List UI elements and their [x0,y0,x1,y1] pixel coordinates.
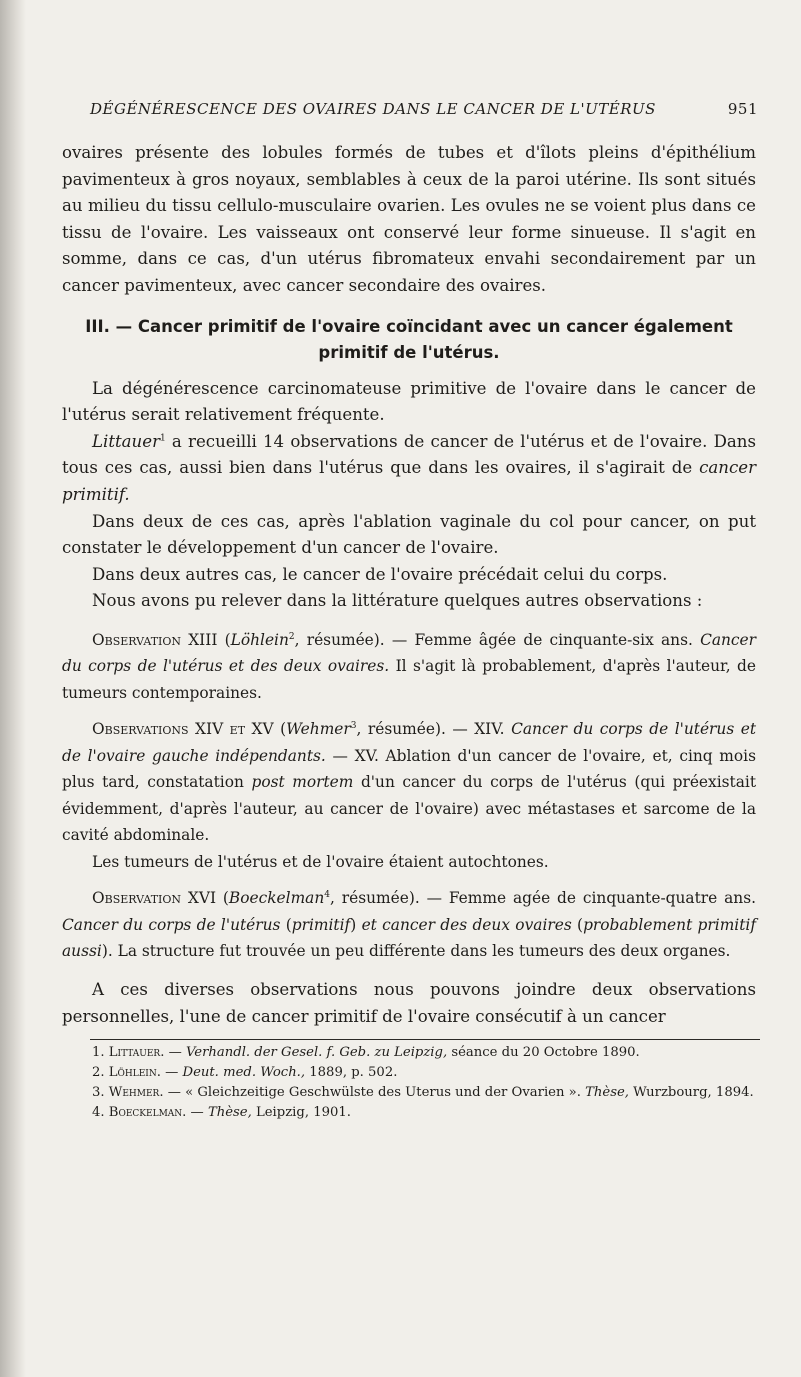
footnote-ref-1: 1 [160,433,166,444]
paragraph-literature: Nous avons pu relever dans la littérature quelques autres observations : [92,591,703,611]
observation-14-15: Observations XIV et XV (Wehmer$^3$, résumée). — XIV. Cancer du corps de l'utérus et de l'ovaire gauche indépendants. — XV. Ablation d'un cancer de l'ovaire, et, cinq mois plus tard, constatation post mortem d'un cancer du corps de l'utérus (qui préexistait évidemment, d'après l'auteur, au cancer de l'ovaire) avec métastases et sarcome de la cavité abdominale. [62,720,756,845]
paragraph-ablation: Dans deux de ces cas, après l'ablation vaginale du col pour cancer, on put constater le développement d'un cancer de l'ovaire. [62,511,756,558]
page-binding-shadow [0,0,26,1377]
footnote-4: 4. Boeckelman. — Thèse, Leipzig, 1901. [92,1105,351,1120]
footnote-2: 2. Löhlein. — Deut. med. Woch., 1889, p. 502. [92,1065,398,1080]
observation-14-15-note: Les tumeurs de l'utérus et de l'ovaire étaient autochtones. [92,852,549,871]
observation-13: Observation XIII (Löhlein$^2$, résumée). — Femme âgée de cinquante-six ans. Cancer du corps de l'utérus et des deux ovaires. Il s'agit là probablement, d'après l'auteur, de tumeurs contemporaines. [62,630,757,702]
paragraph-intro: La dégénérescence carcinomateuse primitive de l'ovaire dans le cancer de l'utérus serait relativement fréquente. [62,378,756,425]
footnotes [62,1043,756,1123]
footnote-ref-2: 2 [288,631,295,642]
observation-16: Observation XVI (Boeckelman$^4$, résumée). — Femme agée de cinquante-quatre ans. Cancer du corps de l'utérus (primitif) et cancer des deux ovaires (probablement primitif aussi). La structure fut trouvée un peu différente dans les tumeurs des deux organes. [62,889,757,961]
running-title: DÉGÉNÉRESCENCE DES OVAIRES DANS LE CANCER DE L'UTÉRUS [90,100,656,118]
body-text [62,140,756,1030]
author-littauer: Littauer [92,431,160,451]
paragraph-littauer: Littauer$^1$ a recueilli 14 observations de cancer de l'utérus et de l'ovaire. Dans tous ces cas, aussi bien dans l'utérus que dans les ovaires, il s'agirait de cancer primitif. [62,431,756,504]
paragraph-continuation: ovaires présente des lobules formés de tubes et d'îlots pleins d'épithélium pavimenteux à gros noyaux, semblables à ceux de la paroi utérine. Ils sont situés au milieu du tissu cellulo-musculaire ovarien. Les ovules ne se voient plus dans ce tissu de l'ovaire. Les vaisseaux ont conservé leur forme sinueuse. Il s'agit en somme, dans ce cas, d'un utérus fibromateux envahi secondairement par un cancer pavimenteux, avec cancer secondaire des ovaires. [62,143,756,295]
paragraph-two-cases: Dans deux autres cas, le cancer de l'ovaire précédait celui du corps. [92,564,668,584]
footnote-rule [90,1039,760,1040]
footnote-ref-3: 3 [350,721,357,732]
footnote-ref-4: 4 [324,890,330,901]
running-header [90,100,758,124]
footnote-3: 3. Wehmer. — « Gleichzeitige Geschwülste des Uterus und der Ovarien ». Thèse, Wurzbourg, 1894. [92,1085,754,1100]
paragraph-personal-observations: A ces diverses observations nous pouvons joindre deux observations personnelles, l'une de cancer primitif de l'ovaire consécutif à un cancer [62,979,756,1026]
footnote-1: 1. Littauer. — Verhandl. der Gesel. f. Geb. zu Leipzig, séance du 20 Octobre 1890. [92,1045,640,1060]
page-number: 951 [727,100,758,118]
section-heading: III. — Cancer primitif de l'ovaire coïncidant avec un cancer également primitif de l'utérus. [85,316,733,362]
